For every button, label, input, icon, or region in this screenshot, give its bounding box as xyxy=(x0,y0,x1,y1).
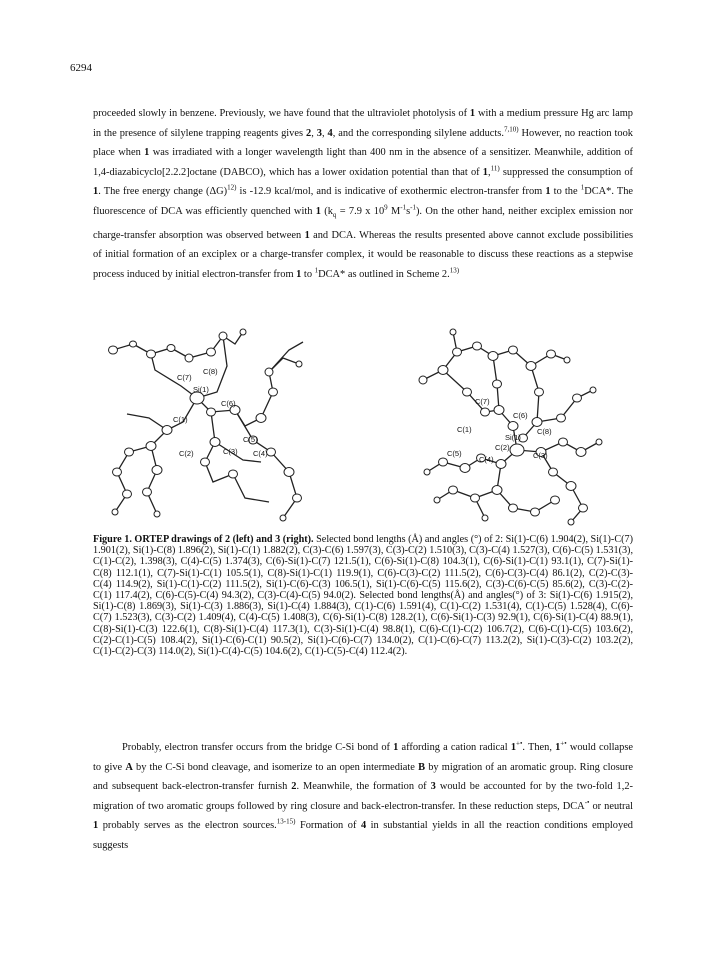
ortep-figure xyxy=(93,322,633,530)
left-label: C(6) xyxy=(221,399,236,408)
left-label: Si(1) xyxy=(193,385,209,394)
left-label: C(3) xyxy=(223,447,238,456)
left-label: C(5) xyxy=(243,435,258,444)
ortep-drawings xyxy=(93,322,633,530)
right-label: C(7) xyxy=(475,397,490,406)
paragraph-1: proceeded slowly in benzene. Previously, we have found that the ultraviolet photolysis of 1 with a medium pressure Hg arc lamp in the presence of silylene trapping reagents gives 2, 3, 4, and the corresponding silylene adducts.$^{7,10)}$ However, no reaction took place when 1 was irradiated with a longer wavelength light than 400 nm in the absence of a sensitizer. Meanwhile, addition of 1,4-diazabicyclo[2.2.2]octane (DABCO), which has a lower oxidation potential than that of 1,$^{11)}$ suppressed the consumption of 1. The free energy change $(\Delta G)^{12)}$ is -12.9 kcal/mol, and is indicative of exothermic electron-transfer from 1 to the $^1$DCA*. The fluorescence of DCA was efficiently quenched with 1 ($k_q = 7.9$ x $10^9$ $M^{-1}s^{-1}$). On the other hand, neither exciplex emission nor charge-transfer absorption was observed between 1 and DCA. Whereas the results presented above cannot exclude possibilities of initial formation of an exciplex or a charge-transfer complex, it would be reasonable to discuss these reactions as a stepwise process induced by initial electron-transfer from 1 to $^1$DCA* as outlined in Scheme 2.$^{13)}$ xyxy=(93,108,633,280)
paragraph-2: Probably, electron transfer occurs from the bridge C-Si bond of 1 affording a cation radical 1+•. Then, 1+• would collapse to give A by the C-Si bond cleavage, and isomerize to an open intermediate B by migration of an aromatic group. Ring closure and subsequent back-electron-transfer furnish 2. Meanwhile, the formation of 3 would be accounted for by the two-fold 1,2-migration of two aromatic groups followed by ring closure and back-electron-transfer. In these reduction steps, DCA-• or neutral 1 probably serves as the electron sources.$^{13-15)}$ Formation of 4 in substantial yields in all the reaction conditions employed suggests xyxy=(93,739,634,851)
right-molecule-atoms xyxy=(419,329,602,525)
left-molecule-bonds xyxy=(113,332,303,518)
left-label: C(7) xyxy=(177,373,192,382)
left-label: C(8) xyxy=(203,367,218,376)
right-label: C(3) xyxy=(533,451,548,460)
caption-body: Selected bond lengths (Å) and angles (°) of 2: Si(1)-C(6) 1.904(2), Si(1)-C(7) 1.901(2), Si(1)-C(8) 1.896(2), Si(1)-C(1) 1.882(2), C(3)-C(6) 1.597(3), C(3)-C(2) 1.510(3), C(3)-C(4) 1.527(3), C(6)-C(5) 1.531(3), C(1)-C(2), 1.398(3), C(4)-C(5) 1.374(3), C(6)-Si(1)-C(7) 121.5(1), C(6)-Si(1)-C(8) 104.3(1), C(6)-Si(1)-C(1) 93.1(1), C(7)-Si(1)-C(8) 112.1(1), C(7)-Si(1)-C(1) 105.5(1), C(8)-Si(1)-C(1) 119.9(1), C(6)-C(3)-C(2) 111.5(2), C(6)-C(3)-C(4) 86.1(2), C(2)-C(3)-C(4) 114.9(2), Si(1)-C(1)-C(2) 111.5(2), Si(1)-C(6)-C(3) 106.5(1), Si(1)-C(6)-C(5) 115.6(2), C(3)-C(6)-C(5) 85.6(2), C(3)-C(2)-C(1) 117.4(2), C(6)-C(5)-C(4) 94.3(2), C(3)-C(4)-C(5) 94.0(2). Selected bond lengths(Å) and angles(°) of 3: Si(1)-C(6) 1.915(2), Si(1)-C(8) 1.869(3), Si(1)-C(3) 1.886(3), Si(1)-C(4) 1.884(3), C(1)-C(6) 1.591(4), C(1)-C(2) 1.531(4), C(1)-C(5) 1.528(4), C(6)-C(7) 1.523(3), C(3)-C(2) 1.409(4), C(4)-C(5) 1.408(3), C(6)-Si(1)-C(8) 128.2(1), C(6)-Si(1)-C(3) 92.9(1), C(6)-Si(1)-C(4) 88.9(1), C(8)-Si(1)-C(3) 122.6(1), C(8)-Si(1)-C(4) 117.3(1), C(3)-Si(1)-C(4) 98.8(1), C(6)-C(1)-C(2) 106.7(2), C(6)-C(1)-C(5) 103.6(2), C(2)-C(1)-C(5) 108.4(2), Si(1)-C(6)-C(1) 90.5(2), Si(1)-C(6)-C(7) 134.0(2), C(1)-C(6)-C(7) 113.2(2), Si(1)-C(3)-C(2) 103.2(2), C(1)-C(2)-C(3) 114.0(2), Si(1)-C(4)-C(5) 104.6(2), C(1)-C(5)-C(4) 112.4(2). xyxy=(93,534,633,658)
left-molecule-atoms xyxy=(109,329,303,521)
page-number: 6294 xyxy=(70,62,92,74)
right-label: C(5) xyxy=(447,449,462,458)
right-label: C(4) xyxy=(479,455,494,464)
caption-head: Figure 1. ORTEP drawings of 2 (left) and 3 (right). xyxy=(93,534,314,545)
right-label: Si(1) xyxy=(505,433,521,442)
left-label: C(1) xyxy=(173,415,188,424)
left-label: C(4) xyxy=(253,449,268,458)
right-label: C(1) xyxy=(457,425,472,434)
figure-caption xyxy=(93,534,633,657)
right-label: C(2) xyxy=(495,443,510,452)
right-label: C(6) xyxy=(513,411,528,420)
right-label: C(8) xyxy=(537,427,552,436)
left-label: C(2) xyxy=(179,449,194,458)
